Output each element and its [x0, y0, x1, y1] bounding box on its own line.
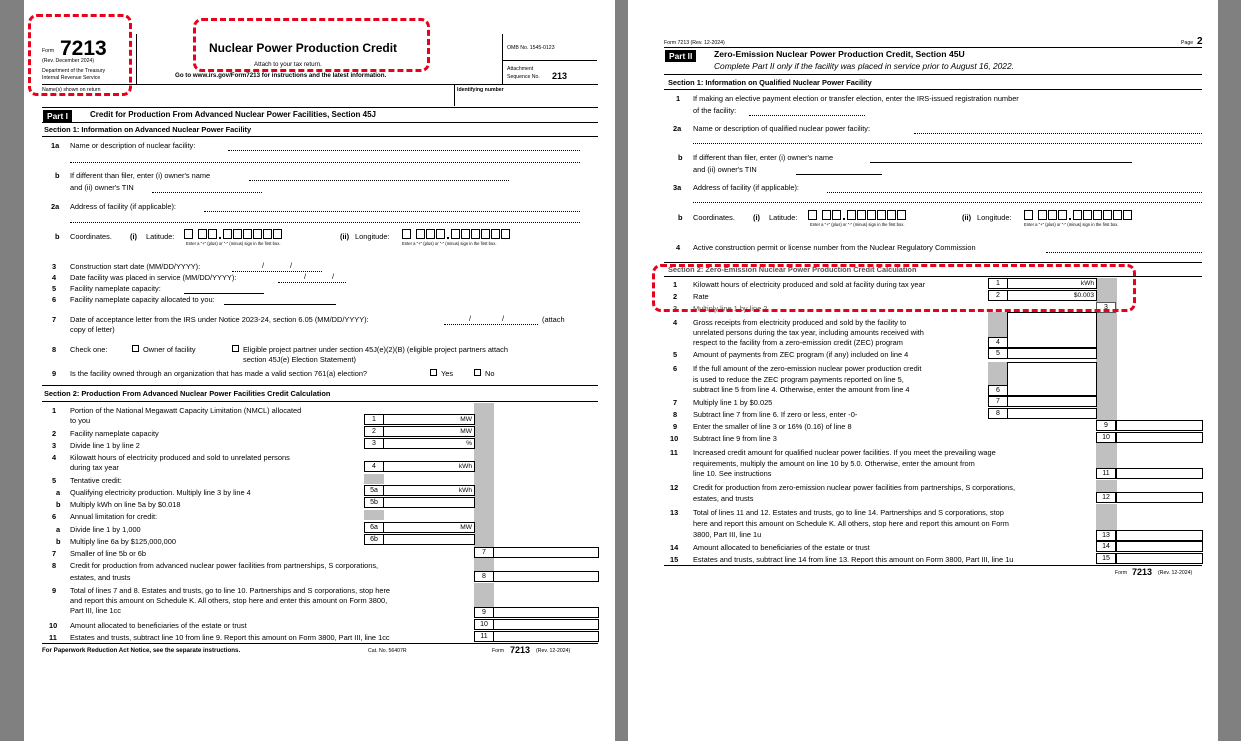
line-7-attach: (attach — [542, 315, 565, 324]
longitude-note: Enter a "+" (plus) or "-" (minus) sign in the first box. — [402, 241, 497, 246]
p2-calc-9-number: 9 — [673, 422, 678, 431]
calc-6a-number: a — [56, 525, 61, 534]
eligible-partner-label-2: section 45J(e) Election Statement) — [243, 355, 356, 364]
calc-5b-amount[interactable] — [383, 497, 475, 508]
p2-line-1-number: 1 — [676, 94, 681, 103]
p2-owner-tin-field[interactable] — [796, 174, 882, 175]
line-2a-label: Address of facility (if applicable): — [70, 202, 176, 211]
form-page-1: Form 7213 (Rev. December 2024) Department of the Treasury Internal Revenue Service Nuclear Power Production Credit Attach to your tax return. Go to www.irs.gov/Form7213 for instructions and the latest information. OMB No. 1545-0123 Attachment Sequence No. 213 Name(s) shown on return Identifying number Part I Credit for Production From Advanced Nuclear Power Facilities, Section 45J Section 1: Information on Advanced Nuclear Power Facility 1a Name or description of nuclear facility: b If different than filer, enter (i) owner's name and (ii) owner's TIN 2a Address of facility (if applicable): b Coordinates. (i) Latitude: Enter a "+" (plus) or "-" (minus) sign in the first box. (ii) Longitude: Enter a "+" (plus) or "-" (minus) sign in the first box. 3 Construction start date (MM/DD/YYYY): / / 4 Date facility was placed in service (MM/DD/YYYY): / / 5 Facility nameplate capacity: 6 Facility nameplate capacity allocated to you: 7 Date of acceptance letter from the IRS under Notice 2023-24, section 6.05 (MM/DD/YYYY): / / (attach copy of letter) 8 Check one: Owner of facility Eligible project partner under section 45J(e)(2)(B) (eligible project partners attach section 45J(e) Election Statement) 9 Is the facility owned through an organization that has made a valid section 761(a) election? Yes No Section 2: Production From Advanced Nuclear Power Facilities Credit Calculation 1 Portion of the National Megawatt Capacity Limitation (NMCL) allocated to you 1 MW 2 Facility nameplate capacity 2 MW 3 Divide line 1 by line 2 3 % 4 Kilowatt hours of electricity produced and sold to unrelated persons during tax year 4 kWh 5 Tentative credit: a Qualifying electricity production. Multiply line 3 by line 4 5a kWh b Multiply kWh on line 5a by $0.018 5b 6 Annual limitation for credit: a Divide line 1 by 1,000 6a MW b Multiply line 6a by $125,000,000 6b 7 Smaller of line 5b or 6b 7 8 Credit for production from advanced nuclear power facilities from partnerships, S corporations, estates, and trusts 8 9 Total of lines 7 and 8. Estates and trusts, go to line 10. Partnerships and S corporations, stop here and report this amount on Schedule K. All others, stop here and enter this amount on Form 3800, Part III, line 1cc 9 10 Amount allocated to beneficiaries of the estate or trust 10 11 Estates and trusts, subtract line 10 from line 9. Report this amount on Form 3800, Part III, line 1cc 11 For Paperwork Reduction Act Notice, see the separate instructions. Cat. No. 56407R Form 7213 (Rev. 12-2024) — [24, 0, 615, 741]
calc-5a-number: a — [56, 488, 61, 497]
p2-calc-12-box-label: 12 — [1096, 492, 1116, 503]
p2-calc-13-label-3: 3800, Part III, line 1u — [693, 530, 762, 539]
form-title: Nuclear Power Production Credit — [209, 41, 398, 55]
p2-calc-6-box-label: 6 — [988, 385, 1008, 396]
owner-name-field[interactable] — [249, 180, 509, 181]
calc-8-box-label: 8 — [474, 571, 494, 582]
calc-6b-number: b — [56, 537, 61, 546]
p2-calc-5-label: Amount of payments from ZEC program (if any) included on line 4 — [693, 350, 909, 359]
calc-2-box-label: 2 — [364, 426, 384, 437]
calc-9-box-label: 9 — [474, 607, 494, 618]
calc-10-label: Amount allocated to beneficiaries of the estate or trust — [70, 621, 247, 630]
p2-calc-11-number: 11 — [670, 448, 678, 457]
decimal-point — [1069, 218, 1071, 220]
p2-latitude-index: (i) — [753, 213, 760, 222]
calc-5b-number: b — [56, 500, 61, 509]
sequence-label: Sequence No. — [507, 74, 540, 80]
coordinate-digit-box[interactable] — [233, 229, 242, 239]
p2-longitude-index: (ii) — [962, 213, 972, 222]
p2-facility-address-field[interactable] — [827, 192, 1202, 193]
coordinate-digit-box[interactable] — [877, 210, 886, 220]
p2-calc-12-amount[interactable] — [1116, 492, 1203, 503]
p2-line-3a-label: Address of facility (if applicable): — [693, 183, 799, 192]
p2-section-1-title: Section 1: Information on Qualified Nuclear Power Facility — [668, 78, 872, 87]
decimal-point — [219, 237, 221, 239]
calc-8-amount[interactable] — [493, 571, 599, 582]
p2-footer-revision: (Rev. 12-2024) — [1158, 570, 1193, 576]
p2-calc-14-label: Amount allocated to beneficiaries of the estate or trust — [693, 543, 870, 552]
calc-4-number: 4 — [52, 453, 57, 462]
construction-start-date-field[interactable] — [232, 271, 322, 272]
coordinate-digit-box[interactable] — [1103, 210, 1112, 220]
calc-5a-box-label: 5a — [364, 485, 384, 496]
coordinate-digit-box[interactable] — [1024, 210, 1033, 220]
p2-calc-1-number: 1 — [673, 280, 678, 289]
calc-5b-box-label: 5b — [364, 497, 384, 508]
p2-latitude-note: Enter a "+" (plus) or "-" (minus) sign in the first box. — [810, 222, 905, 227]
p2-calc-10-amount[interactable] — [1116, 432, 1203, 443]
decimal-point — [447, 237, 449, 239]
calc-9-number: 9 — [52, 586, 57, 595]
footer-form-number: 7213 — [510, 645, 531, 655]
coordinate-digit-box[interactable] — [1038, 210, 1047, 220]
allocated-capacity-field[interactable] — [224, 304, 336, 305]
calc-2-label: Facility nameplate capacity — [70, 429, 159, 438]
p2-calc-15-box-label: 15 — [1096, 553, 1116, 564]
p2-calc-11-box-label: 11 — [1096, 468, 1116, 479]
p2-calc-10-label: Subtract line 9 from line 3 — [693, 434, 777, 443]
calc-5-label: Tentative credit: — [70, 476, 122, 485]
p2-calc-5-number: 5 — [673, 350, 678, 359]
p2-calc-3-box-label: 3 — [1096, 302, 1116, 313]
annotation-title — [193, 18, 430, 72]
p2-calc-12-label-2: estates, and trusts — [693, 494, 754, 503]
goto-instruction: Go to www.irs.gov/Form7213 for instructions and the latest information. — [175, 72, 387, 79]
p2-calc-12-number: 12 — [670, 483, 679, 492]
p2-calc-4-number: 4 — [673, 318, 678, 327]
p2-line-2b-label-2: and (ii) owner's TIN — [693, 165, 757, 174]
calc-3-number: 3 — [52, 441, 57, 450]
attachment-label: Attachment — [507, 66, 534, 72]
p2-line-4-label: Active construction permit or license number from the Nuclear Regulatory Commission — [693, 243, 976, 252]
yes-label: Yes — [441, 369, 454, 378]
catalog-number: Cat. No. 56407R — [368, 648, 407, 654]
acceptance-letter-date-field[interactable] — [444, 324, 538, 325]
p2-line-3b-number: b — [678, 213, 683, 222]
coordinate-digit-box[interactable] — [208, 229, 217, 239]
form-label: Form — [42, 48, 55, 54]
calc-4-label: Kilowatt hours of electricity produced and sold to unrelated persons — [70, 453, 290, 462]
calc-7-label: Smaller of line 5b or 6b — [70, 549, 146, 558]
coordinate-digit-box[interactable] — [1123, 210, 1132, 220]
election-no-checkbox[interactable] — [474, 369, 481, 376]
p2-line-3b-label: Coordinates. — [693, 213, 735, 222]
p2-calc-1-label: Kilowatt hours of electricity produced and sold at facility during tax year — [693, 280, 926, 289]
calc-7-number: 7 — [52, 549, 57, 558]
line-1a-number: 1a — [51, 141, 60, 150]
p2-calc-8-amount[interactable] — [1007, 408, 1097, 419]
calc-5a-label: Qualifying electricity production. Multiply line 3 by line 4 — [70, 488, 251, 497]
facility-address-field[interactable] — [204, 211, 580, 212]
attach-instruction: Attach to your tax return. — [254, 61, 322, 68]
line-6-label: Facility nameplate capacity allocated to you: — [70, 295, 215, 304]
line-7-number: 7 — [52, 315, 57, 324]
p2-calc-9-box-label: 9 — [1096, 420, 1116, 431]
coordinate-digit-box[interactable] — [253, 229, 262, 239]
longitude-index: (ii) — [340, 232, 350, 241]
part-2-badge: Part II — [665, 50, 696, 62]
part-2-title: Zero-Emission Nuclear Power Production Credit, Section 45U — [714, 49, 965, 59]
nameplate-capacity-field[interactable] — [184, 293, 264, 294]
line-1a-label: Name or description of nuclear facility: — [70, 141, 196, 150]
calc-1-amount[interactable]: MW — [383, 414, 475, 425]
line-5-label: Facility nameplate capacity: — [70, 284, 161, 293]
coordinate-digit-box[interactable] — [461, 229, 470, 239]
p2-calc-6-label-2: is used to reduce the ZEC program payments reported on line 5, — [693, 375, 904, 384]
owner-label: Owner of facility — [143, 345, 196, 354]
decimal-point — [843, 218, 845, 220]
coordinate-digit-box[interactable] — [426, 229, 435, 239]
p2-calc-5-amount[interactable] — [1007, 348, 1097, 359]
line-4-number: 4 — [52, 273, 57, 282]
p2-calc-6-number: 6 — [673, 364, 678, 373]
coordinate-digit-box[interactable] — [1058, 210, 1067, 220]
p2-line-1-label: If making an elective payment election or transfer election, enter the IRS-issued registration number — [693, 94, 1019, 103]
p2-calc-4-label-3: respect to the facility from a zero-emission credit (ZEC) program — [693, 338, 903, 347]
p2-calc-12-label: Credit for production from zero-emission nuclear power facilities from partnerships, S corporations, — [693, 483, 1016, 492]
p2-calc-7-number: 7 — [673, 398, 678, 407]
calc-6a-amount[interactable]: MW — [383, 522, 475, 533]
calc-3-amount[interactable]: % — [383, 438, 475, 449]
calc-5-number: 5 — [52, 476, 57, 485]
calc-1-label-2: to you — [70, 416, 91, 425]
calc-10-amount[interactable] — [493, 619, 599, 630]
calc-3-label: Divide line 1 by line 2 — [70, 441, 140, 450]
line-1b-label-1: If different than filer, enter (i) owner's name — [70, 171, 211, 180]
coordinate-digit-box[interactable] — [223, 229, 232, 239]
coordinate-digit-box[interactable] — [1113, 210, 1122, 220]
p2-calc-6-label-3: subtract line 5 from line 4. Otherwise, enter the amount from line 4 — [693, 385, 910, 394]
coordinate-digit-box[interactable] — [847, 210, 856, 220]
line-4-label: Date facility was placed in service (MM/DD/YYYY): — [70, 273, 237, 282]
coordinate-digit-box[interactable] — [822, 210, 831, 220]
calc-4-amount[interactable]: kWh — [383, 461, 475, 472]
calc-11-number: 11 — [49, 633, 57, 642]
p2-calc-2-amount[interactable]: $0.003 — [1007, 290, 1097, 301]
p2-calc-13-box-label: 13 — [1096, 530, 1116, 541]
latitude-note: Enter a "+" (plus) or "-" (minus) sign in the first box. — [186, 241, 281, 246]
line-3-number: 3 — [52, 262, 57, 271]
coordinate-digit-box[interactable] — [471, 229, 480, 239]
section-1-title: Section 1: Information on Advanced Nuclear Power Facility — [44, 125, 252, 134]
calc-6a-label: Divide line 1 by 1,000 — [70, 525, 141, 534]
calc-4-box-label: 4 — [364, 461, 384, 472]
coordinate-digit-box[interactable] — [1093, 210, 1102, 220]
coordinate-digit-box[interactable] — [273, 229, 282, 239]
coordinate-digit-box[interactable] — [263, 229, 272, 239]
calc-9-label: Total of lines 7 and 8. Estates and trusts, go to line 10. Partnerships and S corporations, stop here — [70, 586, 391, 595]
p2-line-2b-label: If different than filer, enter (i) owner's name — [693, 153, 834, 162]
calc-1-number: 1 — [52, 406, 57, 415]
calc-6-number: 6 — [52, 512, 57, 521]
p2-calc-15-label: Estates and trusts, subtract line 14 from line 13. Report this amount on Form 3800, Part III, line 1u — [693, 555, 1014, 564]
latitude-index: (i) — [130, 232, 137, 241]
p2-calc-15-number: 15 — [670, 555, 679, 564]
coordinate-digit-box[interactable] — [436, 229, 445, 239]
calc-9-label-2: and report this amount on Schedule K. All others, stop here and enter this amount on Form 3800, — [70, 596, 388, 605]
line-9-number: 9 — [52, 369, 57, 378]
part-2-subtitle: Complete Part II only if the facility was placed in service prior to August 16, 2022. — [714, 61, 1014, 71]
p2-calc-10-number: 10 — [670, 434, 679, 443]
p2-calc-4-label-2: unrelated persons during the tax year, including amounts received with — [693, 328, 924, 337]
coordinate-digit-box[interactable] — [402, 229, 411, 239]
line-7-label-2: copy of letter) — [70, 325, 115, 334]
election-yes-checkbox[interactable] — [430, 369, 437, 376]
p2-calc-8-box-label: 8 — [988, 408, 1008, 419]
omb-number: OMB No. 1545-0123 — [507, 45, 555, 51]
p2-calc-6-label: If the full amount of the zero-emission nuclear power production credit — [693, 364, 922, 373]
facility-name-field[interactable] — [228, 150, 580, 151]
owner-checkbox[interactable] — [132, 345, 139, 352]
calc-11-label: Estates and trusts, subtract line 10 from line 9. Report this amount on Form 3800, Part III, line 1cc — [70, 633, 390, 642]
qualified-facility-name-field[interactable] — [914, 133, 1202, 134]
calc-2-number: 2 — [52, 429, 57, 438]
part-1-title: Credit for Production From Advanced Nuclear Power Facilities, Section 45J — [90, 110, 376, 119]
no-label: No — [485, 369, 495, 378]
calc-9-label-3: Part III, line 1cc — [70, 606, 121, 615]
form-page-2 — [628, 0, 1218, 741]
calc-1-box-label: 1 — [364, 414, 384, 425]
line-6-number: 6 — [52, 295, 57, 304]
coordinate-digit-box[interactable] — [832, 210, 841, 220]
p2-calc-7-amount[interactable] — [1007, 396, 1097, 407]
form-revision: (Rev. December 2024) — [42, 58, 95, 64]
irs-line: Internal Revenue Service — [42, 75, 101, 81]
calc-10-number: 10 — [49, 621, 58, 630]
coordinate-digit-box[interactable] — [416, 229, 425, 239]
calc-7-box-label: 7 — [474, 547, 494, 558]
form-number: 7213 — [60, 37, 107, 60]
calc-6b-box-label: 6b — [364, 534, 384, 545]
p2-calc-14-box-label: 14 — [1096, 541, 1116, 552]
registration-number-field[interactable] — [749, 115, 865, 116]
calc-8-number: 8 — [52, 561, 57, 570]
p2-calc-4-label: Gross receipts from electricity produced and sold by the facility to — [693, 318, 907, 327]
longitude-label: Longitude: — [355, 232, 390, 241]
p2-calc-9-label: Enter the smaller of line 3 or 16% (0.16) of line 8 — [693, 422, 852, 431]
footer-revision: (Rev. 12-2024) — [536, 648, 571, 654]
p2-owner-name-field[interactable] — [870, 162, 1132, 163]
coordinate-digit-box[interactable] — [243, 229, 252, 239]
permit-number-field[interactable] — [1046, 252, 1202, 253]
line-8-label: Check one: — [70, 345, 108, 354]
p2-line-2a-number: 2a — [673, 124, 682, 133]
p2-calc-1-box-label: 1 — [988, 278, 1008, 289]
p2-calc-13-amount[interactable] — [1116, 530, 1203, 541]
p2-longitude-label: Longitude: — [977, 213, 1012, 222]
calc-3-box-label: 3 — [364, 438, 384, 449]
eligible-partner-checkbox[interactable] — [232, 345, 239, 352]
coordinate-digit-box[interactable] — [481, 229, 490, 239]
coordinate-digit-box[interactable] — [867, 210, 876, 220]
coordinate-digit-box[interactable] — [1048, 210, 1057, 220]
line-9-label: Is the facility owned through an organization that has made a valid section 761(a) election? — [70, 369, 368, 378]
calc-2-amount[interactable]: MW — [383, 426, 475, 437]
p2-calc-8-label: Subtract line 7 from line 6. If zero or less, enter -0- — [693, 410, 858, 419]
coordinate-digit-box[interactable] — [897, 210, 906, 220]
p2-calc-5-box-label: 5 — [988, 348, 1008, 359]
footer-form-label: Form — [492, 648, 505, 654]
p2-longitude-note: Enter a "+" (plus) or "-" (minus) sign in the first box. — [1024, 222, 1119, 227]
line-2b-number: b — [55, 232, 60, 241]
calc-7-amount[interactable] — [493, 547, 599, 558]
p2-section-2-title: Section 2: Zero-Emission Nuclear Power Production Credit Calculation — [668, 265, 917, 274]
line-2a-number: 2a — [51, 202, 60, 211]
line-8-number: 8 — [52, 345, 57, 354]
p2-calc-4-amount[interactable] — [1007, 312, 1097, 348]
p2-calc-1-amount[interactable]: kWh — [1007, 278, 1097, 289]
department-line: Department of the Treasury — [42, 68, 106, 74]
p2-calc-14-number: 14 — [670, 543, 679, 552]
page-2-header: Form 7213 (Rev. 12-2024) — [664, 40, 725, 46]
calc-11-amount[interactable] — [493, 631, 599, 642]
calc-6a-box-label: 6a — [364, 522, 384, 533]
identifying-number-label: Identifying number — [457, 87, 504, 93]
p2-calc-13-number: 13 — [670, 508, 679, 517]
p2-calc-2-number: 2 — [673, 292, 678, 301]
p2-latitude-label: Latitude: — [769, 213, 798, 222]
coordinate-digit-box[interactable] — [198, 229, 207, 239]
coordinate-digit-box[interactable] — [887, 210, 896, 220]
p2-line-1-label-2: of the facility: — [693, 106, 737, 115]
calc-6-label: Annual limitation for credit: — [70, 512, 158, 521]
calc-8-label-2: estates, and trusts — [70, 573, 131, 582]
page-number: 2 — [1197, 36, 1203, 47]
p2-calc-11-amount[interactable] — [1116, 468, 1203, 479]
paperwork-notice: For Paperwork Reduction Act Notice, see the separate instructions. — [42, 647, 241, 654]
coordinate-digit-box[interactable] — [451, 229, 460, 239]
latitude-label: Latitude: — [146, 232, 175, 241]
placed-in-service-date-field[interactable] — [278, 282, 346, 283]
part-1-badge: Part I — [43, 110, 72, 122]
calc-5a-amount[interactable]: kWh — [383, 485, 475, 496]
calc-8-label: Credit for production from advanced nuclear power facilities from partnerships, S corporations, — [70, 561, 379, 570]
line-3-label: Construction start date (MM/DD/YYYY): — [70, 262, 201, 271]
p2-calc-2-box-label: 2 — [988, 290, 1008, 301]
p2-calc-9-amount[interactable] — [1116, 420, 1203, 431]
p2-calc-3-label: Multiply line 1 by line 2 — [693, 304, 768, 313]
sequence-number: 213 — [552, 71, 568, 81]
p2-footer-form-number: 7213 — [1132, 567, 1153, 577]
line-2b-label: Coordinates. — [70, 232, 112, 241]
p2-line-2b-number: b — [678, 153, 683, 162]
names-label: Name(s) shown on return — [42, 87, 101, 93]
page-label: Page — [1181, 40, 1194, 46]
eligible-partner-label: Eligible project partner under section 45J(e)(2)(B) (eligible project partners attach — [243, 345, 508, 354]
coordinate-digit-box[interactable] — [501, 229, 510, 239]
p2-line-2a-label: Name or description of qualified nuclear power facility: — [693, 124, 871, 133]
p2-calc-3-number: 3 — [673, 304, 678, 313]
coordinate-digit-box[interactable] — [808, 210, 817, 220]
calc-5b-label: Multiply kWh on line 5a by $0.018 — [70, 500, 181, 509]
annotation-section-2-lines — [652, 264, 1136, 312]
line-7-label: Date of acceptance letter from the IRS under Notice 2023-24, section 6.05 (MM/DD/YYYY): — [70, 315, 369, 324]
calc-11-box-label: 11 — [474, 631, 494, 642]
coordinate-digit-box[interactable] — [184, 229, 193, 239]
calc-6b-amount[interactable] — [383, 534, 475, 545]
annotation-form-number — [28, 14, 132, 96]
coordinate-digit-box[interactable] — [1073, 210, 1082, 220]
owner-tin-field[interactable] — [152, 192, 262, 193]
calc-1-label: Portion of the National Megawatt Capacity Limitation (NMCL) allocated — [70, 406, 302, 415]
calc-4-label-2: during tax year — [70, 463, 119, 472]
p2-calc-2-label: Rate — [693, 292, 709, 301]
calc-9-amount[interactable] — [493, 607, 599, 618]
p2-line-4-number: 4 — [676, 243, 681, 252]
p2-calc-4-box-label: 4 — [988, 337, 1008, 348]
coordinate-digit-box[interactable] — [857, 210, 866, 220]
p2-calc-8-number: 8 — [673, 410, 678, 419]
line-1b-number: b — [55, 171, 60, 180]
p2-calc-7-box-label: 7 — [988, 396, 1008, 407]
p2-calc-7-label: Multiply line 1 by $0.025 — [693, 398, 773, 407]
p2-calc-6-amount[interactable] — [1007, 362, 1097, 396]
p2-calc-11-label-3: line 10. See instructions — [693, 469, 772, 478]
p2-calc-15-amount[interactable] — [1116, 553, 1203, 564]
calc-10-box-label: 10 — [474, 619, 494, 630]
p2-calc-13-label-2: here and report this amount on Schedule K. All others, stop here and report this amount on Form — [693, 519, 1009, 528]
p2-line-3a-number: 3a — [673, 183, 682, 192]
p2-calc-11-label: Increased credit amount for qualified nuclear power facilities. If you meet the prevailing wage — [693, 448, 996, 457]
line-1b-label-2: and (ii) owner's TIN — [70, 183, 134, 192]
coordinate-digit-box[interactable] — [491, 229, 500, 239]
p2-footer-form-label: Form — [1115, 570, 1128, 576]
calc-6b-label: Multiply line 6a by $125,000,000 — [70, 537, 177, 546]
line-5-number: 5 — [52, 284, 57, 293]
p2-calc-11-label-2: requirements, multiply the amount on line 10 by 5.0. Otherwise, enter the amount from — [693, 459, 975, 468]
p2-calc-14-amount[interactable] — [1116, 541, 1203, 552]
section-2-title: Section 2: Production From Advanced Nuclear Power Facilities Credit Calculation — [44, 389, 331, 398]
coordinate-digit-box[interactable] — [1083, 210, 1092, 220]
p2-calc-13-label: Total of lines 11 and 12. Estates and trusts, go to line 14. Partnerships and S corporations, stop — [693, 508, 1004, 517]
p2-calc-10-box-label: 10 — [1096, 432, 1116, 443]
